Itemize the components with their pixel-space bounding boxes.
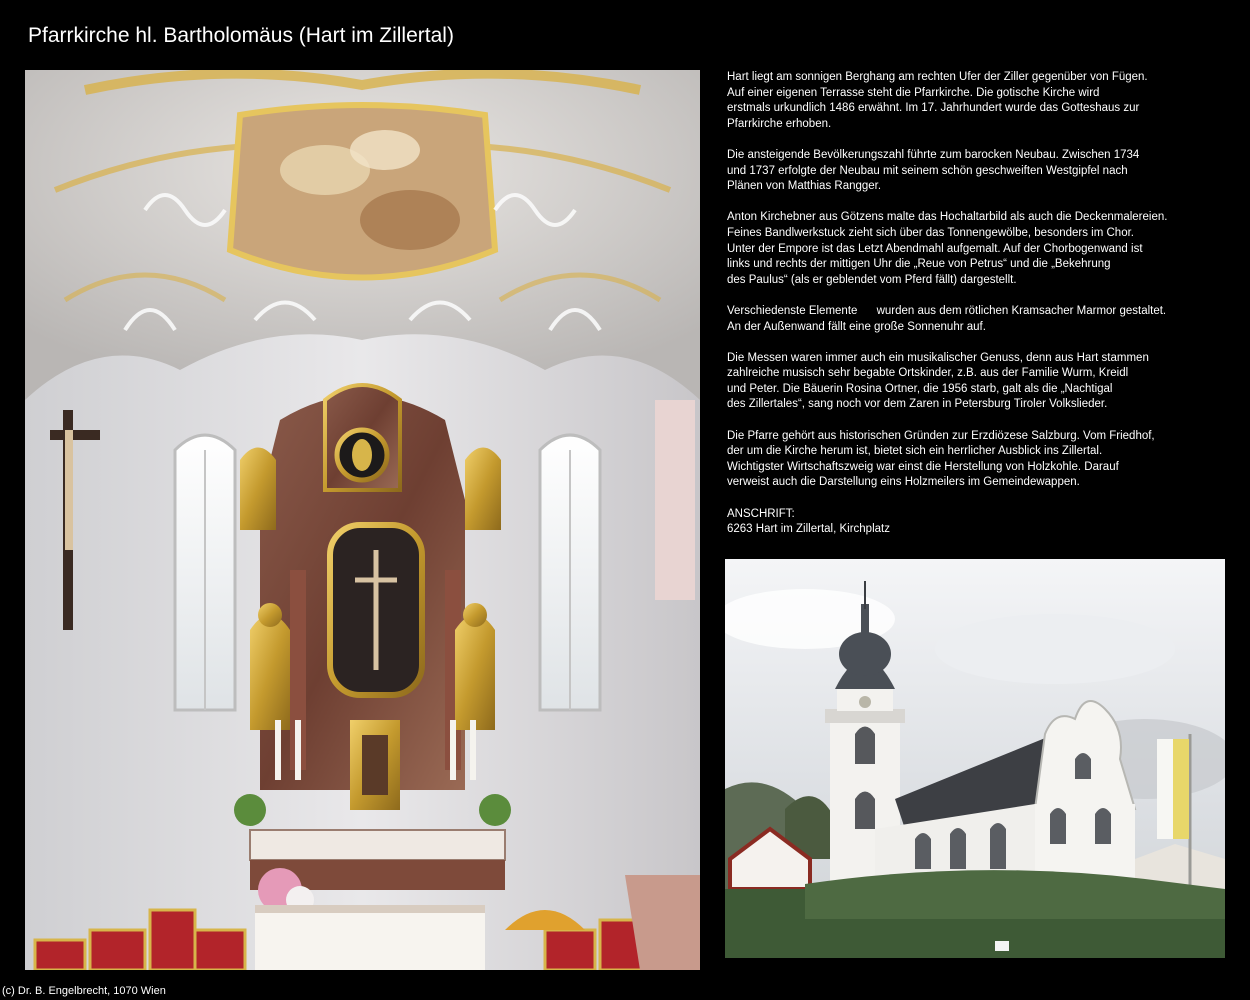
exterior-church-photo (725, 559, 1225, 958)
interior-altar-photo (25, 70, 700, 970)
address-line: 6263 Hart im Zillertal, Kirchplatz (727, 523, 890, 536)
paragraph-paintings: Anton Kirchebner aus Götzens malte das Hochaltarbild als auch die Deckenmalereien. Feines Bandlwerkstuck zieht sich über das Tonnengewölbe, besonders im Chor. Unter der Empore ist das Letzt Abendmahl aufgemalt. Auf der Chorbogenwand ist links und rechts der mittigen Uhr die „Reue von Petrus“ und die „Bekehrung des Paulus“ (als er geblendet vom Pferd fällt) dargestellt. (727, 211, 1168, 286)
copyright-notice: (c) Dr. B. Engelbrecht, 1070 Wien (2, 985, 166, 997)
address-block (727, 507, 1227, 538)
address-label: ANSCHRIFT: (727, 507, 795, 520)
paragraph-marble: Verschiedenste Elemente wurden aus dem rötlichen Kramsacher Marmor gestaltet. An der Außenwand fällt eine große Sonnenuhr auf. (727, 304, 1167, 333)
paragraph-baroque: Die ansteigende Bevölkerungszahl führte zum barocken Neubau. Zwischen 1734 und 1737 erfolgte der Neubau mit seinem schön geschweiften Westgipfel nach Plänen von Matthias Rangger. (727, 148, 1140, 193)
paragraph-parish: Die Pfarre gehört aus historischen Gründen zur Erzdiözese Salzburg. Vom Friedhof, der um die Kirche herum ist, bietet sich ein herrlicher Ausblick ins Zillertal. Wichtigster Wirtschaftszweig war einst die Herstellung von Holzkohle. Darauf verweist auch die Darstellung eins Holzmeilers im Gemeindewappen. (727, 429, 1155, 489)
paragraph-location: Hart liegt am sonnigen Berghang am rechten Ufer der Ziller gegenüber von Fügen. Auf einer eigenen Terrasse steht die Pfarrkirche. Die gotische Kirche wird erstmals urkundlich 1486 erwähnt. Im 17. Jahrhundert wurde das Gotteshaus zur Pfarrkirche erhoben. (727, 71, 1148, 130)
description-text (727, 70, 1227, 538)
page-title: Pfarrkirche hl. Bartholomäus (Hart im Zillertal) (28, 24, 454, 47)
paragraph-music: Die Messen waren immer auch ein musikalischer Genuss, denn aus Hart stammen zahlreiche musisch sehr begabte Ortskinder, z.B. aus der Familie Wurm, Kreidl und Peter. Die Bäuerin Rosina Ortner, die 1956 starb, galt als die „Nachtigal des Zillertales“, sang noch vor dem Zaren in Petersburg Tiroler Volkslieder. (727, 351, 1149, 411)
